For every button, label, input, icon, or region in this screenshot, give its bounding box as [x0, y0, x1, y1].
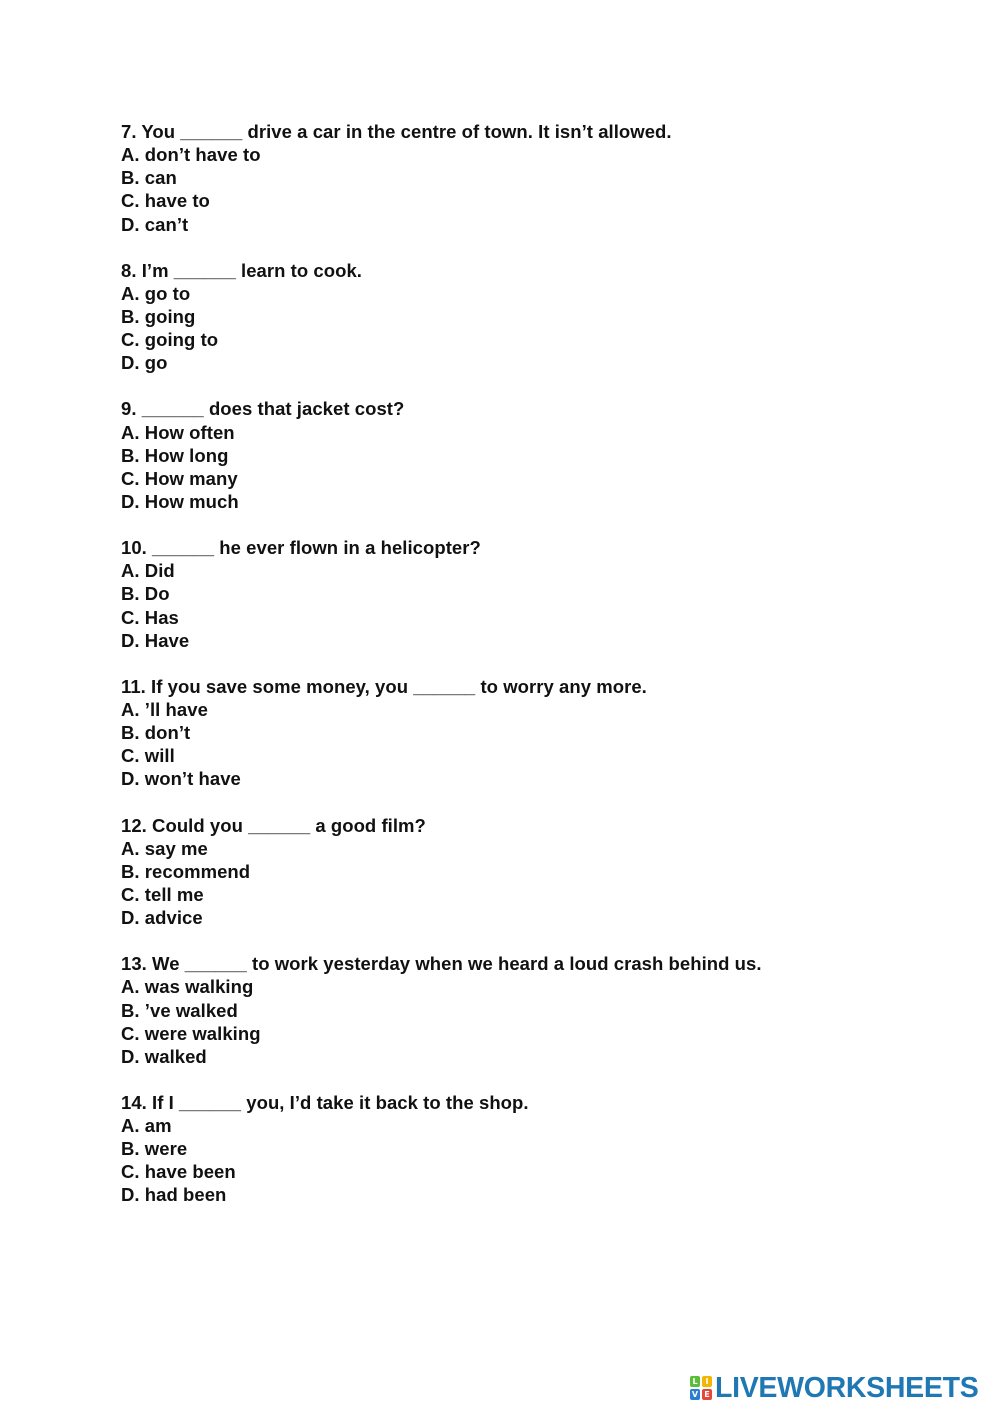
option-d: D. go [121, 352, 168, 374]
option-a: A. How often [121, 421, 235, 443]
question-stem: 7. You ______ drive a car in the centre of town. It isn’t allowed. [121, 121, 672, 142]
option-c: C. have to [121, 190, 210, 212]
question-7 [121, 120, 941, 236]
option-a: A. say me [121, 837, 208, 859]
question-stem: 8. I’m ______ learn to cook. [121, 259, 362, 281]
option-b: B. were [121, 1138, 188, 1160]
option-c: C. were walking [121, 1022, 261, 1044]
question-11 [121, 675, 941, 791]
logo-tile-v: V [691, 1390, 699, 1399]
option-b: B. Do [121, 583, 170, 605]
option-a: A. ’ll have [121, 698, 208, 720]
question-13 [121, 952, 941, 1068]
option-c: C. going to [121, 329, 219, 351]
option-a: A. go to [121, 282, 191, 304]
option-a: A. am [121, 1115, 172, 1137]
liveworksheets-brand[interactable] [690, 1371, 978, 1405]
option-d: D. can’t [121, 213, 189, 235]
option-d: D. walked [121, 1045, 207, 1067]
option-d: D. had been [121, 1184, 227, 1206]
question-9 [121, 397, 941, 513]
worksheet [121, 120, 941, 1230]
option-a: A. don’t have to [121, 144, 261, 166]
liveworksheets-logo-icon [690, 1376, 712, 1400]
option-a: A. Did [121, 560, 175, 582]
option-d: D. advice [121, 907, 203, 929]
question-stem: 13. We ______ to work yesterday when we heard a loud crash behind us. [121, 953, 762, 975]
option-b: B. don’t [121, 722, 191, 744]
question-stem: 12. Could you ______ a good film? [121, 814, 426, 836]
question-8 [121, 259, 941, 375]
question-stem: 11. If you save some money, you ______ to worry any more. [121, 675, 647, 697]
option-b: B. going [121, 305, 196, 327]
question-12 [121, 814, 941, 930]
option-d: D. won’t have [121, 768, 241, 790]
option-b: B. recommend [121, 860, 251, 882]
option-a: A. was walking [121, 976, 254, 998]
question-stem: 10. ______ he ever flown in a helicopter? [121, 537, 481, 559]
logo-tile-i: I [702, 1376, 712, 1387]
option-b: B. can [121, 167, 177, 189]
question-stem: 9. ______ does that jacket cost? [121, 398, 405, 420]
question-14 [121, 1091, 941, 1207]
option-c: C. will [121, 745, 175, 767]
question-10 [121, 536, 941, 652]
option-c: C. Has [121, 606, 179, 628]
option-d: D. How much [121, 490, 239, 512]
option-d: D. Have [121, 629, 190, 651]
logo-tile-l: L [690, 1376, 700, 1387]
logo-tile-e: E [702, 1389, 712, 1400]
option-c: C. have been [121, 1161, 236, 1183]
option-c: C. How many [121, 467, 238, 489]
option-b: B. How long [121, 444, 229, 466]
option-b: B. ’ve walked [121, 999, 238, 1021]
option-c: C. tell me [121, 883, 204, 905]
brand-name: LIVEWORKSHEETS [715, 1372, 979, 1404]
question-stem: 14. If I ______ you, I’d take it back to the shop. [121, 1091, 529, 1113]
